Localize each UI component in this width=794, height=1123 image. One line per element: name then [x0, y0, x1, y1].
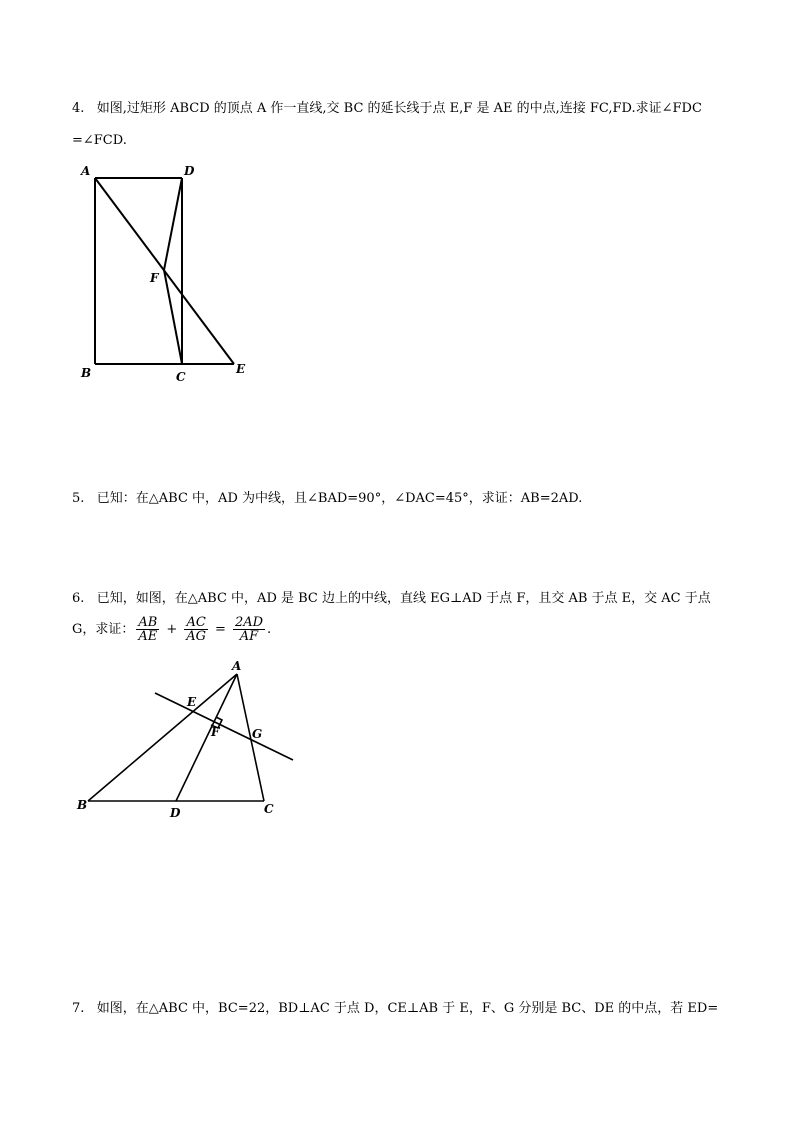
q6-frac2-num: AC — [186, 615, 206, 630]
q6-median-ad — [176, 674, 237, 801]
q6-label-d: D — [170, 806, 181, 820]
q5-line1: 5. 已知：在△ABC 中，AD 为中线，且∠BAD=90°，∠DAC=45°，求证：AB=2AD. — [72, 491, 583, 506]
q6-frac1-num: AB — [138, 615, 158, 630]
q6-frac3-den: AF — [239, 629, 259, 644]
q6-label-b: B — [77, 798, 88, 812]
q4-label-b: B — [81, 366, 92, 380]
q6-figure — [0, 640, 320, 830]
q6-label-g: G — [252, 727, 263, 741]
q4-line2: =∠FCD. — [72, 133, 127, 148]
q6-fraction-ac-ag — [184, 616, 208, 643]
q4-line-fc — [164, 270, 182, 364]
q7-line1: 7. 如图，在△ABC 中，BC=22，BD⊥AC 于点 D，CE⊥AB 于 E，F、G 分别是 BC、DE 的中点，若 ED= — [72, 1001, 719, 1016]
q6-frac3-num: 2AD — [234, 615, 264, 630]
q4-label-a: A — [81, 164, 91, 178]
q4-line1: 4. 如图,过矩形 ABCD 的顶点 A 作一直线,交 BC 的延长线于点 E,F 是 AE 的中点,连接 FC,FD.求证∠FDC — [72, 101, 702, 116]
q4-label-d: D — [184, 164, 195, 178]
q6-fraction-2ad-af — [233, 616, 265, 643]
q6-equals-sign: = — [215, 621, 226, 637]
q6-frac1-den: AE — [138, 629, 158, 644]
q6-line2 — [72, 616, 271, 643]
q4-figure — [0, 0, 300, 400]
q6-label-a: A — [232, 659, 242, 673]
q6-label-f: F — [211, 725, 220, 739]
q4-label-f: F — [150, 271, 159, 285]
q4-line-fd — [164, 178, 182, 270]
q6-label-e: E — [187, 695, 197, 709]
q6-frac2-den: AG — [186, 629, 207, 644]
q6-label-c: C — [264, 802, 274, 816]
q6-line1: 6. 已知，如图，在△ABC 中，AD 是 BC 边上的中线，直线 EG⊥AD 于点 F，且交 AB 于点 E，交 AC 于点 — [72, 591, 711, 606]
q6-line2-end: . — [267, 621, 272, 637]
q6-line2-prefix: G，求证： — [72, 621, 135, 637]
q6-plus-sign: + — [166, 621, 178, 637]
q4-label-e: E — [236, 362, 246, 376]
q4-label-c: C — [176, 370, 186, 384]
q6-fraction-ab-ae — [136, 616, 159, 643]
